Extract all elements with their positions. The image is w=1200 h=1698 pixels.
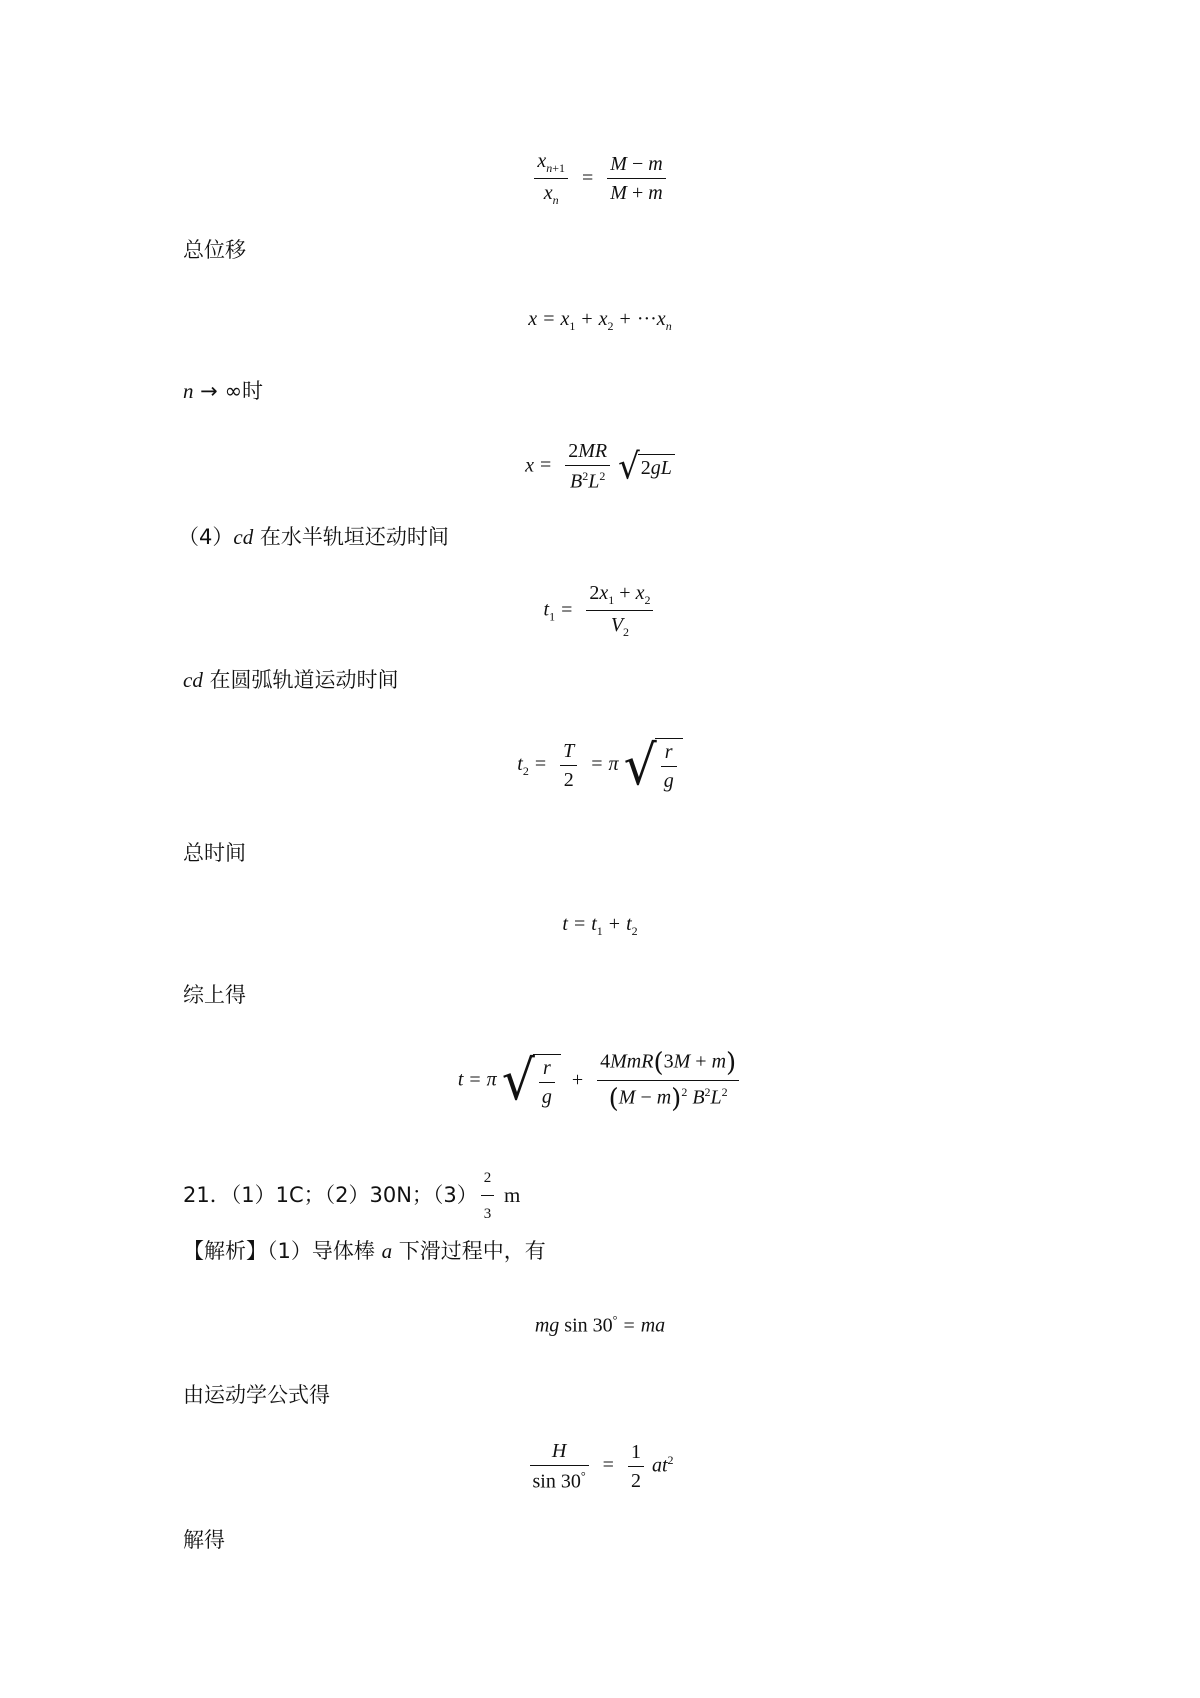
- equation-final-time: t = π √ $\frac{r}{g}$ + $\frac{\text{4MmR(3M + m)}}{(M - m)^2 B^2L^2}$: [0, 1048, 1200, 1114]
- label-combined: 综上得: [183, 983, 246, 1007]
- label-total-displacement: 总位移: [183, 238, 246, 262]
- label-solve: 解得: [183, 1528, 225, 1552]
- label-total-time: 总时间: [183, 841, 246, 865]
- equation-total-displacement: $x = x_1 + x_2 + \cdot\cdot\cdot x_n$: [528, 308, 672, 333]
- label-part4: （4）cd 在水半轨垣还动时间: [178, 525, 449, 549]
- equation-t2: $t_2$ = $\frac{T}{2}$ = π √ $\frac{r}{g}$: [0, 738, 1200, 793]
- label-cd-arc: cd 在圆弧轨道运动时间: [183, 668, 399, 692]
- label-n-to-infinity: n → ∞时: [183, 379, 263, 403]
- equation-kinematics: $\frac{H}{\sin 30^\circ}$ = $\frac{1}{2}$ $at^2$: [0, 1440, 1200, 1494]
- equation-ratio: $\frac{x_{n+1}}{x_n}$ = $\frac{M - m}{M + m}$: [0, 150, 1200, 208]
- equation-newton: mg sin 30° = ma: [534, 1313, 666, 1337]
- answer-q21: 21．（1）1C；（2）30N；（3） $\frac{2}{3}$ m: [183, 1163, 520, 1229]
- equation-t1: $t_1$ = $\frac{2x_1 + x_2}{V_2}$: [0, 582, 1200, 640]
- equation-total-time: $t = t_1 + t_2$: [562, 913, 638, 938]
- equation-displacement-limit: x = $\frac{2MR}{B^2L^2}$ √2gL: [0, 440, 1200, 494]
- label-kinematics: 由运动学公式得: [183, 1383, 330, 1407]
- analysis-intro: 【解析】（1）导体棒 a 下滑过程中，有: [183, 1239, 546, 1263]
